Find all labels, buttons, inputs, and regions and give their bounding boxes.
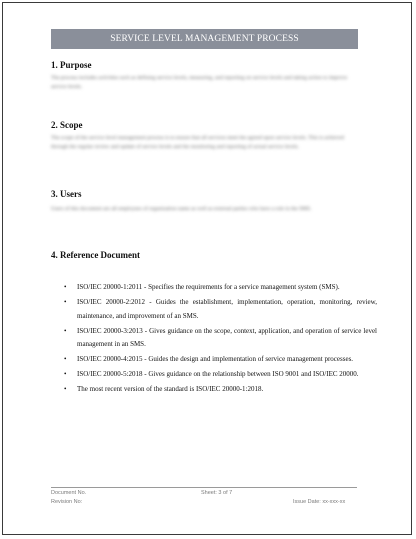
reference-text: ISO/IEC 20000-2:2012 - Guides the establishment, implementation, operation, monitoring, review, maintenance, and improvement of an SMS. bbox=[77, 298, 377, 320]
section-heading-scope: 2. Scope bbox=[51, 120, 83, 130]
list-item bbox=[51, 296, 377, 323]
bullet-icon: • bbox=[64, 355, 67, 363]
footer-issue-date: Issue Date: xx-xxx-xx bbox=[293, 499, 346, 505]
footer-divider bbox=[51, 487, 357, 488]
bullet-icon: • bbox=[64, 283, 67, 291]
bullet-icon: • bbox=[64, 326, 67, 335]
section-text-purpose: The process includes activities such as defining service levels, measuring, and reporting on service levels and taking action to improve service levels. bbox=[51, 75, 348, 90]
reference-text: ISO/IEC 20000-1:2011 - Specifies the requirements for a service management system (SMS). bbox=[77, 283, 340, 291]
section-heading-purpose: 1. Purpose bbox=[51, 60, 92, 70]
reference-text: ISO/IEC 20000-5:2018 - Gives guidance on the relationship between ISO 9001 and ISO/IEC 20000. bbox=[77, 370, 359, 378]
reference-text: The most recent version of the standard is ISO/IEC 20000-1:2018. bbox=[77, 385, 264, 393]
list-item bbox=[51, 325, 377, 352]
list-item bbox=[51, 281, 377, 295]
footer-revision-no: Revision No: bbox=[51, 499, 83, 505]
section-heading-reference: 4. Reference Document bbox=[51, 250, 141, 260]
section-text-scope: The scope of the service level management process is to ensure that all services meet the agreed upon service levels. This is achieved through the regular review and update of service levels and the monitoring and reporting of actual service levels. bbox=[51, 135, 344, 150]
list-item bbox=[51, 368, 377, 382]
reference-text: ISO/IEC 20000-3:2013 - Gives guidance on the scope, context, application, and operation of service level management in an SMS. bbox=[77, 326, 377, 348]
document-title: SERVICE LEVEL MANAGEMENT PROCESS bbox=[51, 29, 358, 49]
footer-document-no: Document No. bbox=[51, 490, 87, 496]
footer-sheet: Sheet: 3 of 7 bbox=[201, 490, 233, 496]
list-item bbox=[51, 383, 377, 397]
document-page bbox=[2, 2, 412, 535]
bullet-icon: • bbox=[64, 385, 67, 393]
reference-text: ISO/IEC 20000-4:2015 - Guides the design and implementation of service management processes. bbox=[77, 355, 354, 363]
reference-list bbox=[51, 281, 377, 398]
bullet-icon: • bbox=[64, 298, 67, 306]
list-item bbox=[51, 353, 377, 367]
bullet-icon: • bbox=[64, 370, 67, 378]
section-text-users: Users of this document are all employees of organization name as well as external parties who have a role in the SMS. bbox=[51, 206, 312, 212]
section-heading-users: 3. Users bbox=[51, 189, 82, 199]
